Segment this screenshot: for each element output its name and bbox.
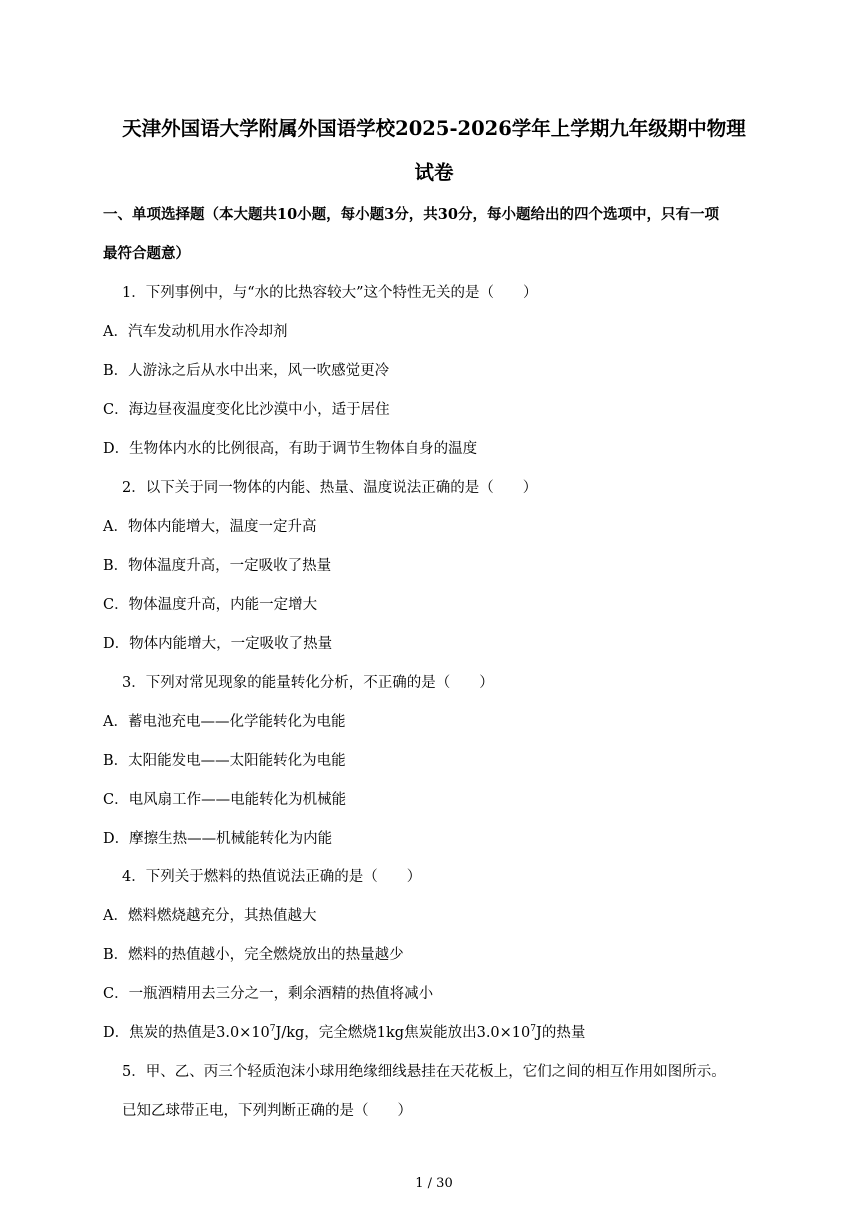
exam-title-line-2: 试卷: [414, 161, 454, 184]
question-4-option-c: C．一瓶酒精用去三分之一，剩余酒精的热值将减小: [103, 986, 434, 1002]
question-4-option-d-text-1: D．焦炭的热值是3.0×10: [103, 1025, 270, 1041]
question-4-option-b: B．燃料的热值越小，完全燃烧放出的热量越少: [103, 947, 404, 963]
question-1-option-c: C．海边昼夜温度变化比沙漠中小，适于居住: [103, 402, 390, 418]
question-4-option-a: A．燃料燃烧越充分，其热值越大: [103, 908, 317, 924]
question-4-stem: 4．下列关于燃料的热值说法正确的是（ ）: [122, 869, 422, 885]
question-1-option-d: D．生物体内水的比例很高，有助于调节生物体自身的温度: [103, 441, 478, 457]
page-number: 1 / 30: [415, 1176, 453, 1191]
question-4-option-d-text-3: J的热量: [536, 1025, 586, 1041]
question-3-option-c: C．电风扇工作——电能转化为机械能: [103, 792, 347, 808]
question-1-option-b: B．人游泳之后从水中出来，风一吹感觉更冷: [103, 363, 390, 379]
question-2-option-c: C．物体温度升高，内能一定增大: [103, 597, 318, 613]
question-3-stem: 3．下列对常见现象的能量转化分析，不正确的是（ ）: [122, 675, 494, 691]
question-3-option-d: D．摩擦生热——机械能转化为内能: [103, 831, 333, 847]
question-3-option-b: B．太阳能发电——太阳能转化为电能: [103, 753, 346, 769]
section-heading-line-1: 一、单项选择题（本大题共10小题，每小题3分，共30分，每小题给出的四个选项中，只有一项: [103, 206, 719, 223]
question-4-option-d-exponent-2: 7: [530, 1024, 536, 1035]
question-2-option-a: A．物体内能增大，温度一定升高: [103, 519, 317, 535]
question-5-stem-line-1: 5．甲、乙、丙三个轻质泡沫小球用绝缘细线悬挂在天花板上，它们之间的相互作用如图所示。: [122, 1064, 726, 1080]
question-2-option-d: D．物体内能增大，一定吸收了热量: [103, 636, 333, 652]
question-4-option-d-exponent-1: 7: [269, 1024, 276, 1035]
question-2-option-b: B．物体温度升高，一定吸收了热量: [103, 558, 332, 574]
question-4-option-d: [103, 1023, 585, 1043]
exam-title-line-1: 天津外国语大学附属外国语学校2025-2026学年上学期九年级期中物理: [122, 117, 746, 140]
question-1-option-a: A．汽车发动机用水作冷却剂: [103, 324, 288, 340]
question-4-option-d-text-2: J/kg，完全燃烧1kg焦炭能放出3.0×10: [275, 1025, 531, 1041]
question-1-stem: 1．下列事例中，与“水的比热容较大”这个特性无关的是（ ）: [122, 285, 538, 301]
question-2-stem: 2．以下关于同一物体的内能、热量、温度说法正确的是（ ）: [122, 480, 538, 496]
section-heading-line-2: 最符合题意）: [103, 245, 190, 262]
question-3-option-a: A．蓄电池充电——化学能转化为电能: [103, 714, 346, 730]
question-5-stem-line-2: 已知乙球带正电，下列判断正确的是（ ）: [122, 1103, 412, 1119]
